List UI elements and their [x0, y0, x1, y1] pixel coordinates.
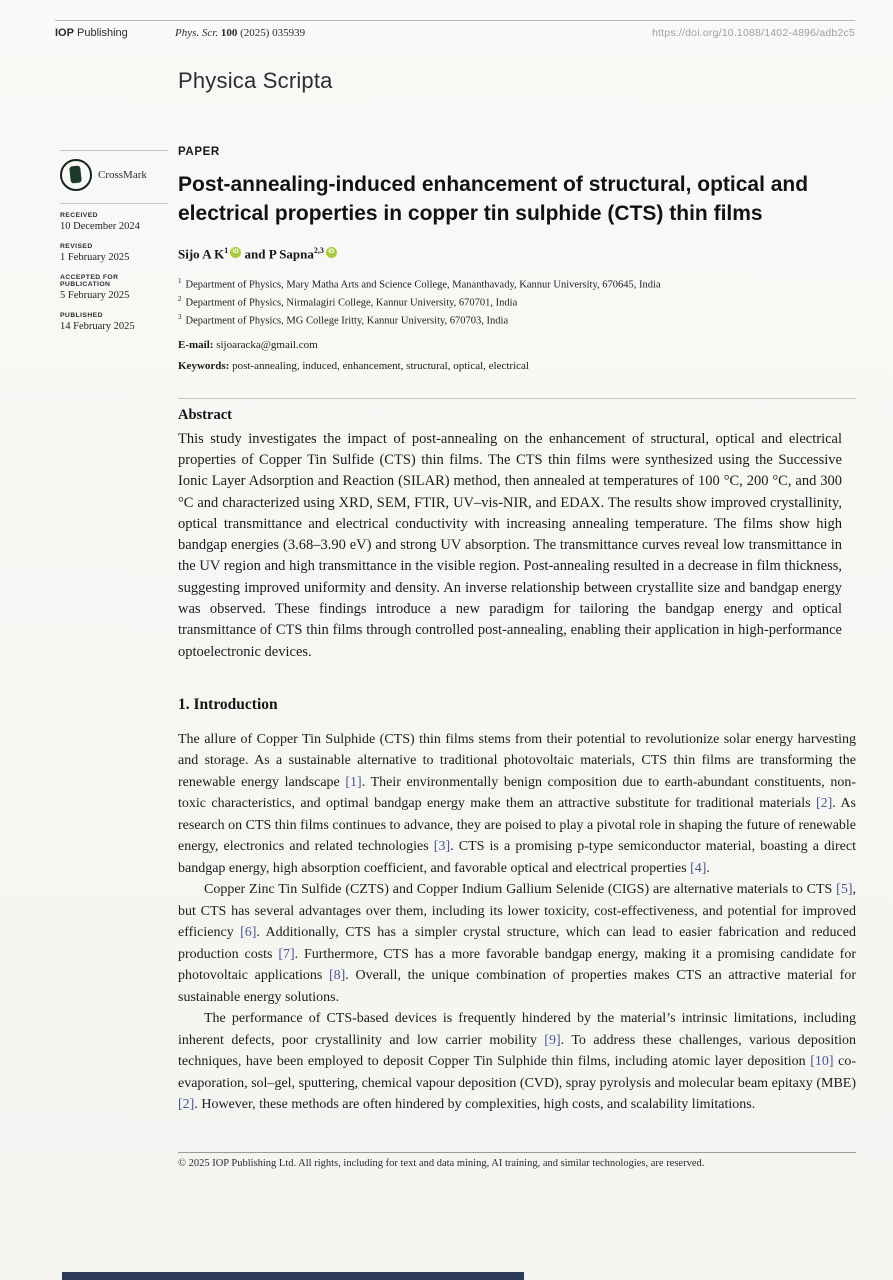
keywords-line — [178, 360, 856, 372]
date-revised — [60, 243, 168, 263]
abstract-text: This study investigates the impact of post-annealing on the enhancement of structural, optical and electrical properties of Copper Tin Sulfide (CTS) thin films. The CTS thin films were synthesized using the Successive Ionic Layer Adsorption and Reaction (SILAR) method, then annealed at temperatures of 100 °C, 200 °C, and 300 °C and characterized using XRD, SEM, FTIR, UV–vis-NIR, and EDAX. The results show improved crystallinity, optical transmittance and electrical conductivity with increasing annealing temperature. The films show high bandgap energies (3.68–3.90 eV) and strong UV absorption. The transmittance curves reveal low transmittance in the UV region and high transmittance in the visible region. Post-annealing resulted in a decrease in film thickness, suggesting improved uniformity and density. An inverse relationship between crystallite size and bandgap energy was observed. These findings introduce a new paradigm for tailoring the bandgap energy and optical transmittance of CTS thin films through controlled post-annealing, enabling their application in high-performance optoelectronic devices. — [178, 430, 842, 660]
date-received — [60, 212, 168, 232]
date-value: 10 December 2024 — [60, 221, 140, 232]
citation-ref[interactable]: [9] — [544, 1032, 561, 1048]
citation-ref[interactable]: [10] — [810, 1054, 834, 1070]
author-affiliation-sup: 2,3 — [313, 245, 324, 255]
citation-ref[interactable]: [7] — [278, 946, 295, 962]
affiliation-text: Department of Physics, Nirmalagiri College, Kannur University, 670701, India — [185, 297, 518, 309]
intro-paragraph-2: Copper Zinc Tin Sulfide (CZTS) and Copper Indium Gallium Selenide (CIGS) are alternative materials to CTS [5], but CTS has several advantages over them, including its lower toxicity, cost-effectiveness, and potential for improved efficiency [6]. Additionally, CTS has a simpler crystal structure, which can lead to easier fabrication and reduced production costs [7]. Furthermore, CTS has a more favorable bandgap energy, making it a promising candidate for photovoltaic applications [8]. Overall, the unique combination of properties makes CTS an attractive material for sustainable energy solutions. — [178, 882, 857, 1005]
keywords-text: post-annealing, induced, enhancement, structural, optical, electrical — [232, 359, 529, 372]
author-email-link[interactable]: sijoaracka@gmail.com — [216, 338, 318, 351]
article-body — [178, 146, 856, 1116]
citation-ref[interactable]: [5] — [836, 882, 853, 898]
author-affiliation-sup: 1 — [224, 245, 229, 255]
intro-paragraph-1: The allure of Copper Tin Sulphide (CTS) thin films stems from their potential to revolutionize solar energy harvesting and storage. As a sustainable alternative to traditional photovoltaic materials, CTS thin films are transforming the renewable energy landscape [1]. Their environmentally benign composition due to earth-abundant constituents, non-toxic characteristics, and optimal bandgap energy make them an attractive substitute for traditional materials [2]. As research on CTS thin films continues to advance, they are poised to play a pivotal role in shaping the future of renewable energy, electronics and related technologies [3]. CTS is a promising p-type semiconductor material, boasting a direct bandgap energy, high absorption coefficient, and favorable optical and electrical properties [4]. — [178, 732, 857, 876]
citation-rest: (2025) 035939 — [237, 27, 306, 39]
publisher-rest: Publishing — [73, 27, 128, 39]
publisher-logo-text — [55, 27, 175, 39]
abstract-heading: Abstract — [178, 406, 232, 423]
date-published — [60, 312, 168, 332]
author-name: P Sapna — [268, 246, 314, 262]
page-header — [55, 20, 855, 39]
author-list — [178, 246, 856, 262]
publication-dates — [60, 203, 168, 332]
article-type-label: PAPER — [178, 146, 220, 158]
date-value: 14 February 2025 — [60, 321, 135, 332]
article-info-sidebar — [60, 150, 168, 343]
affiliation-sup: 2 — [178, 295, 182, 304]
citation-ref[interactable]: [3] — [433, 839, 451, 855]
affiliation-sup: 3 — [178, 312, 182, 321]
citation-ref[interactable]: [8] — [328, 968, 346, 984]
journal-abbreviation: Phys. Scr. — [175, 27, 221, 39]
affiliation-text: Department of Physics, Mary Matha Arts and Science College, Mananthavady, Kannur University, 670645, India — [185, 279, 661, 291]
date-label: REVISED — [60, 243, 93, 250]
citation-ref[interactable]: [4] — [690, 860, 707, 876]
crossmark-label: CrossMark — [98, 169, 147, 181]
section-heading-introduction: 1. Introduction — [178, 696, 278, 713]
affiliation-item — [178, 312, 856, 330]
abstract-section — [178, 398, 856, 663]
intro-paragraph-3: The performance of CTS-based devices is frequently hindered by the material’s intrinsic limitations, including inherent defects, poor crystallinity and low carrier mobility [9]. To address these challenges, various deposition techniques, have been employed to deposit Copper Tin Sulphide thin films, including atomic layer deposition [10] co-evaporation, sol–gel, sputtering, chemical vapour deposition (CVD), spray pyrolysis and molecular beam epitaxy (MBE) [2]. However, these methods are often hindered by complexities, high costs, and scalability limitations. — [178, 1011, 856, 1113]
affiliation-sup: 1 — [178, 277, 182, 286]
volume-number: 100 — [220, 27, 238, 39]
email-label: E-mail: — [178, 338, 217, 351]
author-name: Sijo A K — [178, 246, 225, 262]
citation-ref[interactable]: [1] — [345, 774, 362, 790]
publisher-bold: IOP — [55, 27, 74, 39]
affiliation-item — [178, 276, 856, 294]
article-citation — [175, 27, 305, 39]
journal-name: Physica Scripta — [178, 68, 333, 93]
citation-ref[interactable]: [2] — [815, 796, 833, 812]
date-label: ACCEPTED FOR PUBLICATION — [60, 274, 119, 288]
scan-edge-artifact — [62, 1272, 524, 1280]
orcid-icon[interactable]: iD — [326, 247, 337, 258]
crossmark-icon — [60, 159, 92, 191]
date-label: PUBLISHED — [60, 312, 103, 319]
affiliation-item — [178, 294, 856, 312]
orcid-icon[interactable]: iD — [230, 247, 241, 258]
date-accepted — [60, 274, 168, 301]
date-value: 5 February 2025 — [60, 290, 130, 301]
affiliation-list — [178, 276, 856, 329]
date-label: RECEIVED — [60, 212, 98, 219]
date-value: 1 February 2025 — [60, 252, 130, 263]
keywords-label: Keywords: — [178, 359, 233, 372]
affiliation-text: Department of Physics, MG College Iritty, Kannur University, 670703, India — [185, 315, 509, 327]
article-title: Post-annealing-induced enhancement of structural, optical and electrical properties in copper tin sulphide (CTS) thin films — [178, 173, 809, 225]
author-connector: and — [241, 246, 269, 262]
copyright-footer: © 2025 IOP Publishing Ltd. All rights, including for text and data mining, AI training, and similar technologies, are reserved. — [178, 1152, 856, 1169]
crossmark-badge[interactable] — [60, 150, 168, 203]
citation-ref[interactable]: [2] — [178, 1097, 195, 1113]
doi-link[interactable]: https://doi.org/10.1088/1402-4896/adb2c5 — [652, 27, 855, 39]
citation-ref[interactable]: [6] — [240, 925, 257, 941]
email-line — [178, 339, 856, 351]
